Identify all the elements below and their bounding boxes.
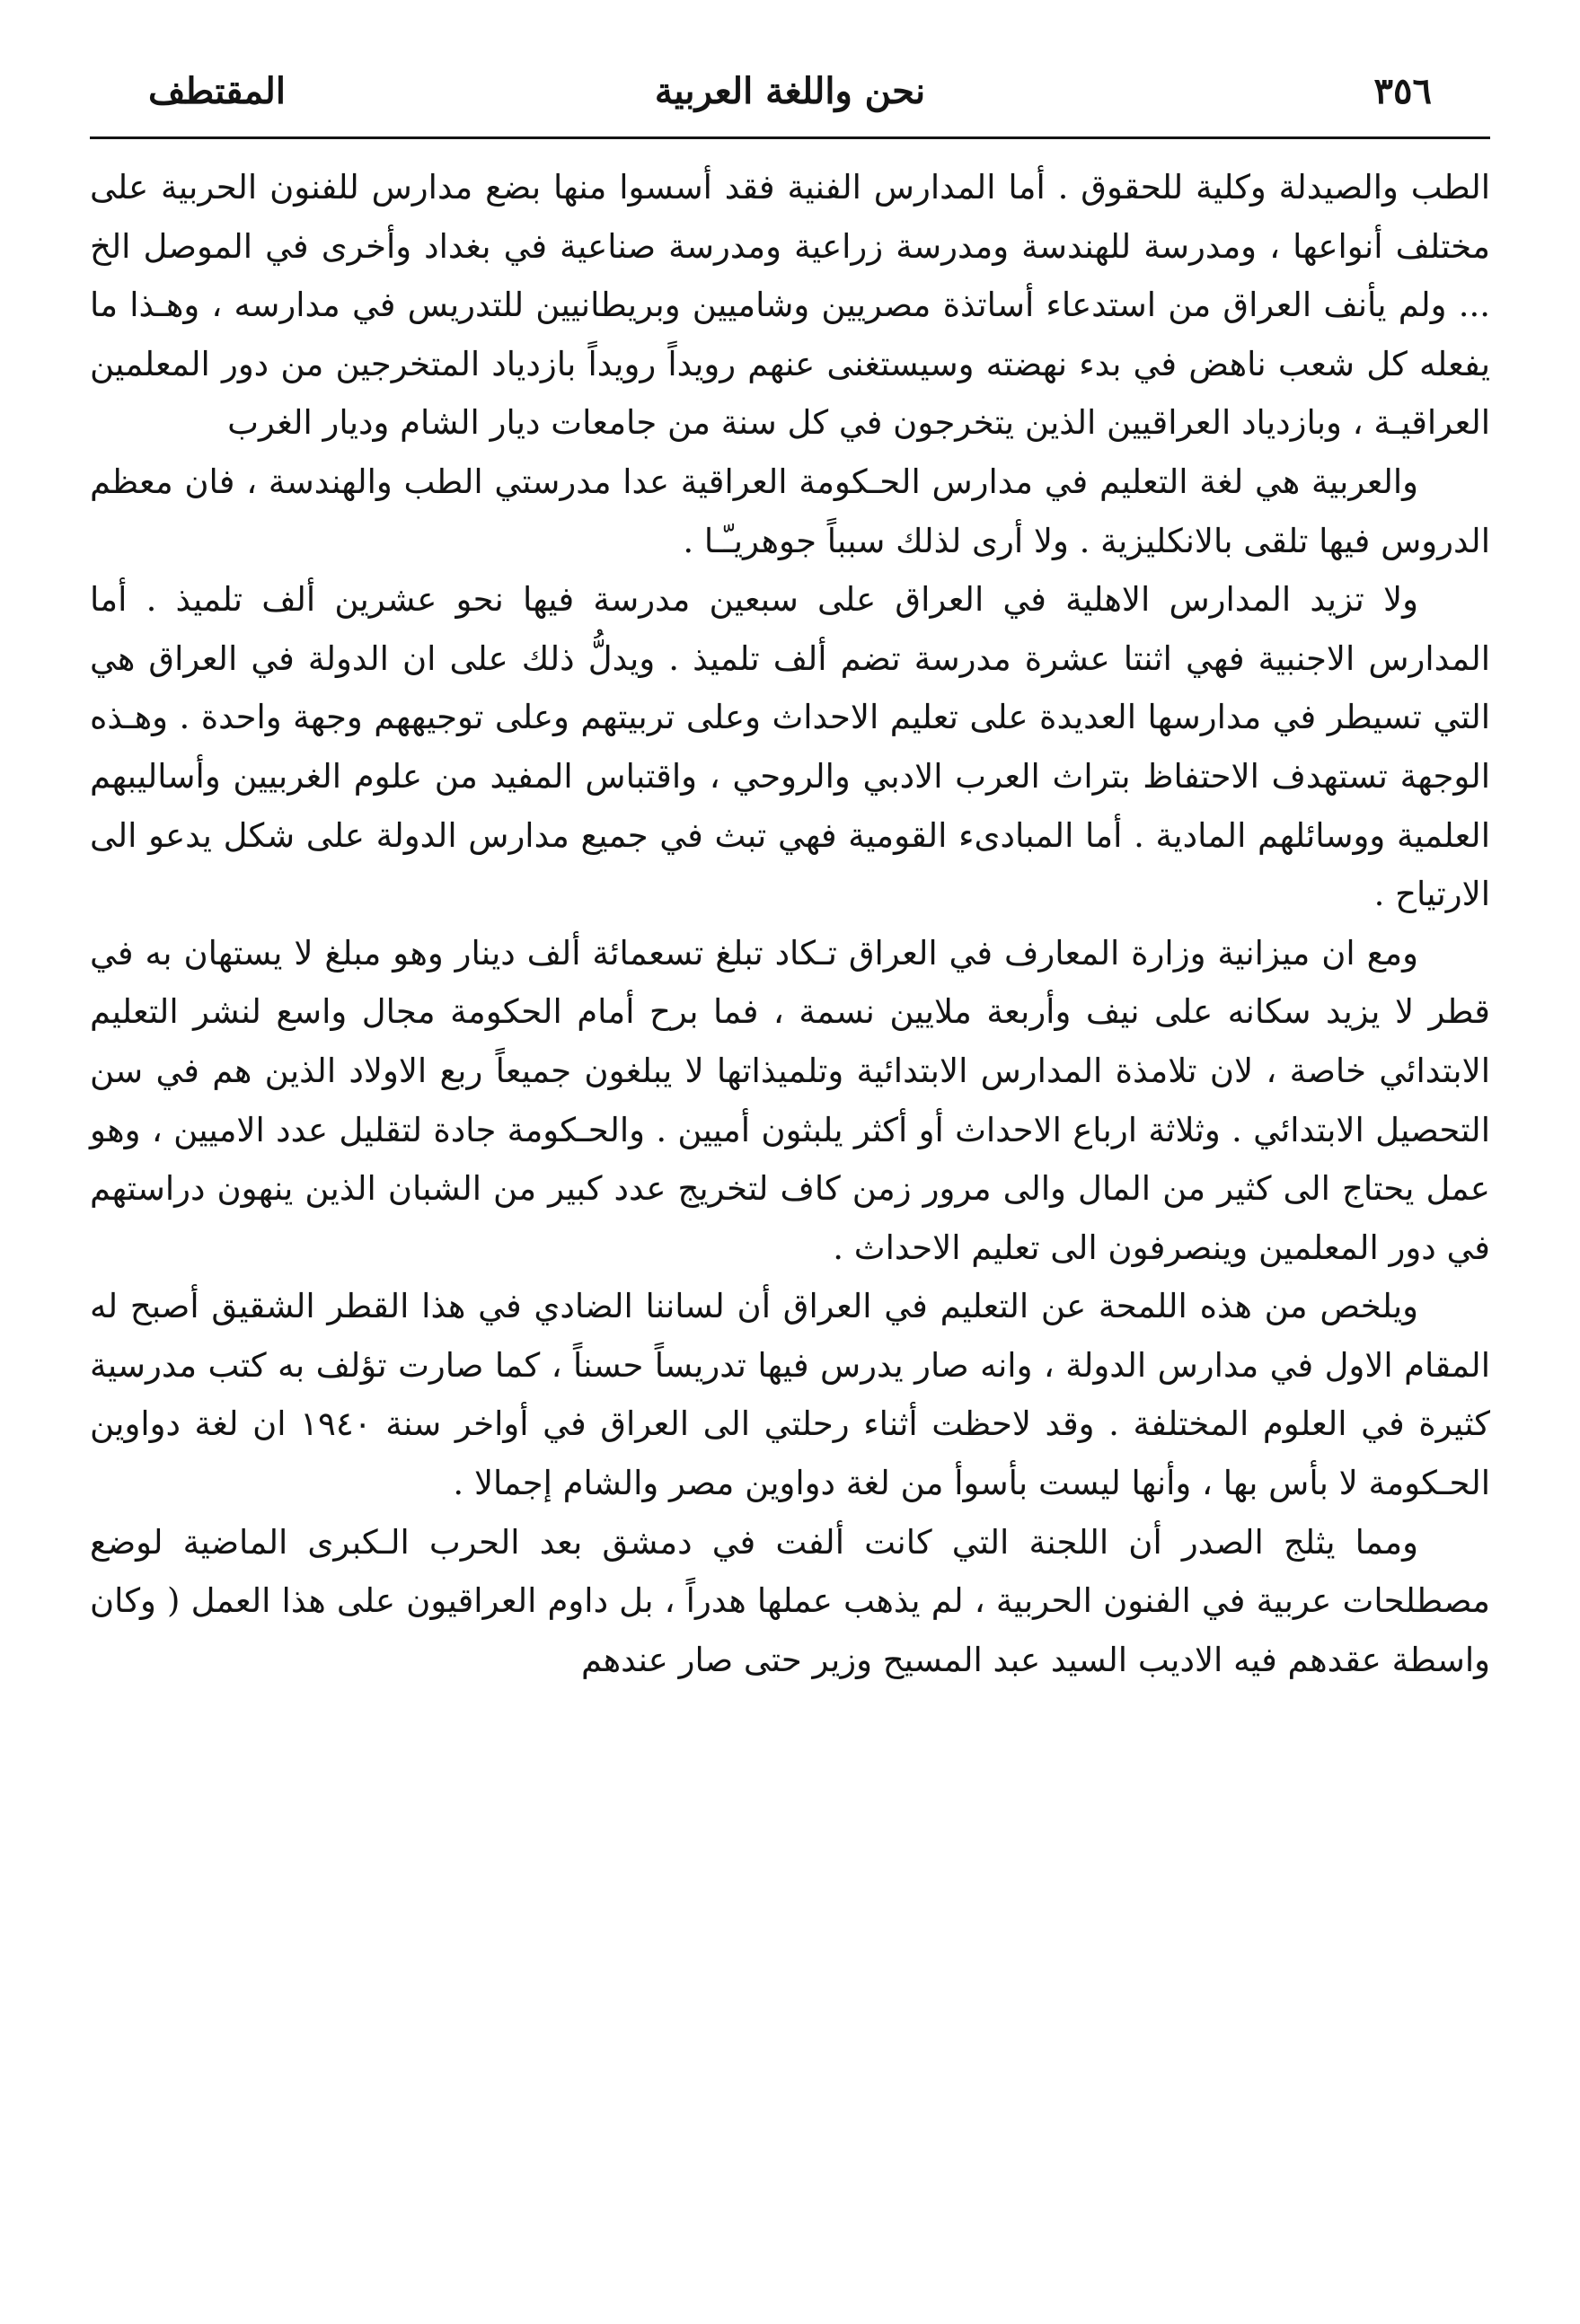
body-text xyxy=(90,158,1490,2304)
journal-name: المقتطف xyxy=(148,70,286,112)
paragraph-3: ولا تزيد المدارس الاهلية في العراق على سبعين مدرسة فيها نحو عشرين ألف تلميذ . أما المدارس الاجنبية فهي اثنتا عشرة مدرسة تضم ألف تلميذ . ويدلُّ ذلك على ان الدولة في العراق هي التي تسيطر في مدارسها العديدة على تعليم الاحداث وعلى تربيتهم وعلى توجيههم وجهة واحدة . وهـذه الوجهة تستهدف الاحتفاظ بتراث العرب الادبي والروحي ، واقتباس المفيد من علوم الغربيين وأساليبهم العلمية ووسائلهم المادية . أما المبادىء القومية فهي تبث في جميع مدارس الدولة على شكل يدعو الى الارتياح . xyxy=(90,580,1490,914)
paragraph-2: والعربية هي لغة التعليم في مدارس الحـكومة العراقية عدا مدرستي الطب والهندسة ، فان معظم الدروس فيها تلقى بالانكليزية . ولا أرى لذلك سبباً جوهريـّـا . xyxy=(90,462,1490,560)
paragraph-5: ويلخص من هذه اللمحة عن التعليم في العراق أن لساننا الضادي في هذا القطر الشقيق أصبح له المقام الاول في مدارس الدولة ، وانه صار يدرس فيها تدريساً حسناً ، كما صارت تؤلف به كتب مدرسية كثيرة في العلوم المختلفة . وقد لاحظت أثناء رحلتي الى العراق في أواخر سنة ١٩٤٠ ان لغة دواوين الحـكومة لا بأس بها ، وأنها ليست بأسوأ من لغة دواوين مصر والشام إجمالا . xyxy=(90,1287,1490,1503)
page-number: ٣٥٦ xyxy=(1373,70,1432,112)
paragraph-6: ومما يثلج الصدر أن اللجنة التي كانت ألفت في دمشق بعد الحرب الـكبرى الماضية لوضع مصطلحات عربية في الفنون الحربية ، لم يذهب عملها هدراً ، بل داوم العراقيون على هذا العمل ( وكان واسطة عقدهم فيه الاديب السيد عبد المسيح وزير حتى صار عندهم xyxy=(90,1522,1490,1679)
running-head xyxy=(148,56,1432,128)
paragraph-1: الطب والصيدلة وكلية للحقوق . أما المدارس الفنية فقد أسسوا منها بضع مدارس للفنون الحربية على مختلف أنواعها ، ومدرسة للهندسة ومدرسة زراعية ومدرسة صناعية في بغداد وأخرى في الموصل الخ ... ولم يأنف العراق من استدعاء أساتذة مصريين وشاميين وبريطانيين للتدريس في مدارسه ، وهـذا ما يفعله كل شعب ناهض في بدء نهضته وسيستغنى عنهم رويداً رويداً بازدياد المتخرجين من دور المعلمين العراقيـة ، وبازدياد العراقيين الذين يتخرجون في كل سنة من جامعات ديار الشام وديار الغرب xyxy=(90,168,1490,443)
header-rule xyxy=(90,136,1490,139)
paragraph-4: ومع ان ميزانية وزارة المعارف في العراق تـكاد تبلغ تسعمائة ألف دينار وهو مبلغ لا يستهان به في قطر لا يزيد سكانه على نيف وأربعة ملايين نسمة ، فما برح أمام الحكومة مجال واسع لنشر التعليم الابتدائي خاصة ، لان تلامذة المدارس الابتدائية وتلميذاتها لا يبلغون جميعاً ربع الاولاد الذين هم في سن التحصيل الابتدائي . وثلاثة ارباع الاحداث أو أكثر يلبثون أميين . والحـكومة جادة لتقليل عدد الاميين ، وهو عمل يحتاج الى كثير من المال والى مرور زمن كاف لتخريج عدد كبير من الشبان الذين ينهون دراستهم في دور المعلمين وينصرفون الى تعليم الاحداث . xyxy=(90,933,1490,1267)
header-title: نحن واللغة العربية xyxy=(654,70,926,112)
